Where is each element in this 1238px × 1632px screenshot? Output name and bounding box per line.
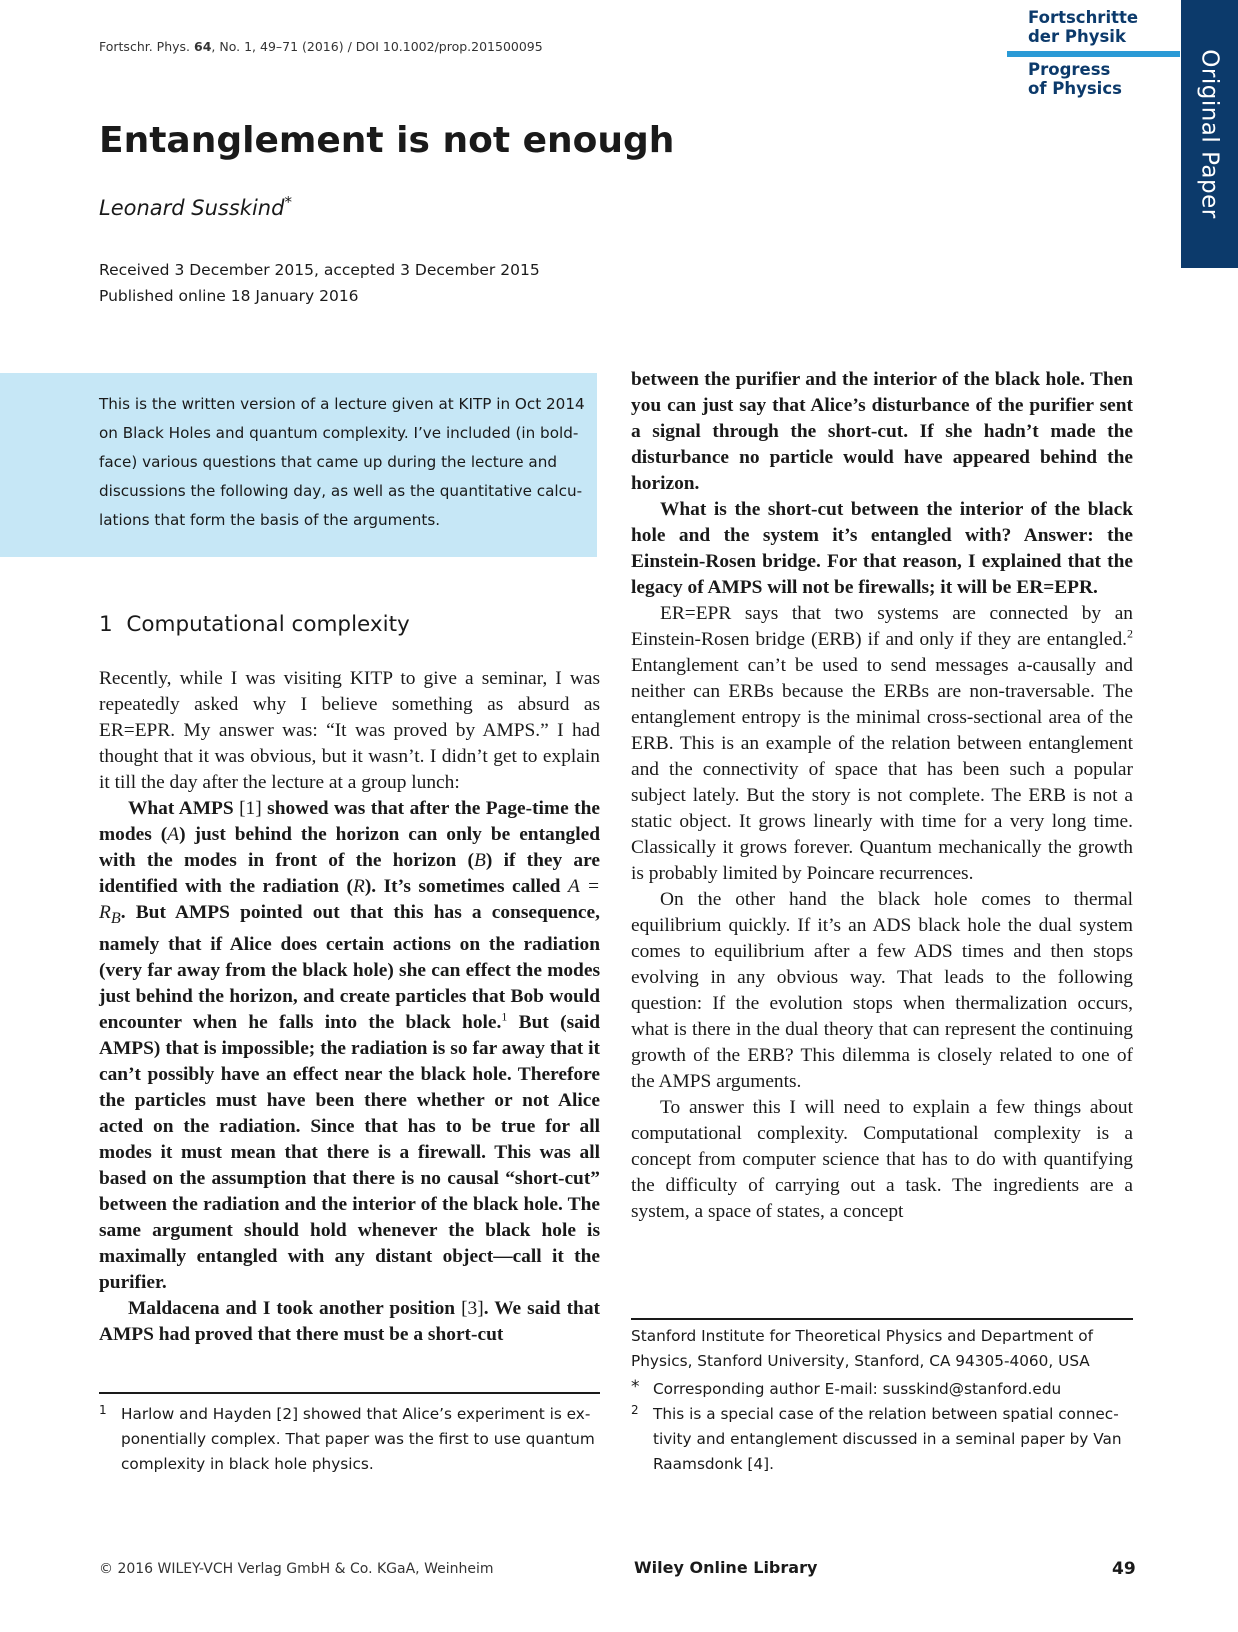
body-paragraph-bold bbox=[99, 1296, 600, 1348]
section-heading bbox=[99, 612, 410, 637]
math-symbol: A bbox=[167, 824, 180, 845]
author-line bbox=[99, 193, 292, 220]
body-paragraph: Recently, while I was visiting KITP to give a seminar, I was repeatedly asked why I believe something as absurd as ER=EPR. My answer was: “It was proved by AMPS.” I had thought that it was obvious, but it wasn’t. I didn’t get to explain it till the day after the lecture at a group lunch: bbox=[99, 668, 600, 793]
received-date: Received 3 December 2015, accepted 3 December 2015 bbox=[99, 261, 540, 279]
footnote-divider-left bbox=[99, 1392, 600, 1394]
paper-title: Entanglement is not enough bbox=[99, 120, 675, 161]
library-link[interactable]: Wiley Online Library bbox=[634, 1558, 818, 1577]
text-run: between the purifier and the interior of the black hole. Then you can just say that Alice’s disturbance of the purifier sent a signal through the short-cut. If she hadn’t made the disturbance no particle would have appeared behind the horizon. bbox=[631, 369, 1133, 494]
volume-number: 64 bbox=[194, 39, 212, 54]
journal-name-english-line1: Progress bbox=[1028, 60, 1111, 79]
footnote-text: This is a special case of the relation between spatial connectivity and entanglement discussed in a seminal paper by Van Raamsdonk [4]. bbox=[653, 1405, 1122, 1473]
author-affiliation: Stanford Institute for Theoretical Physics and Department of Physics, Stanford University, Stanford, CA 94305-4060, USA bbox=[631, 1327, 1093, 1370]
body-paragraph-bold bbox=[99, 796, 600, 1296]
text-run: What AMPS bbox=[128, 798, 240, 819]
journal-name-german bbox=[1028, 8, 1138, 46]
article-type-tab-label-wrap bbox=[1181, 0, 1238, 268]
body-column-left bbox=[99, 666, 600, 1348]
abstract-text: This is the written version of a lecture given at KITP in Oct 2014 on Black Holes and quantum complexity. I’ve included (in bold-face) various questions that came up during the lecture and discussions the following day, as well as the quantitative calcu-lations that form the basis of the arguments. bbox=[99, 395, 585, 529]
body-paragraph bbox=[631, 601, 1133, 887]
article-type-label: Original Paper bbox=[1196, 49, 1223, 219]
footnote-mark: 1 bbox=[99, 1403, 107, 1417]
journal-name-german-line2: der Physik bbox=[1028, 27, 1126, 46]
math-equation: A = R bbox=[99, 876, 600, 923]
citation-details: , No. 1, 49–71 (2016) / DOI 10.1002/prop.201500095 bbox=[211, 39, 543, 54]
footnote-divider-right bbox=[631, 1318, 1133, 1320]
text-run: ER=EPR says that two systems are connected by an Einstein-Rosen bridge (ERB) if and only if they are entangled. bbox=[631, 603, 1133, 650]
page-number: 49 bbox=[1112, 1559, 1136, 1579]
author-name: Leonard Susskind bbox=[99, 196, 285, 220]
corresponding-author-note bbox=[631, 1377, 1131, 1402]
footnote-ref[interactable]: 2 bbox=[1127, 626, 1133, 641]
citation-ref[interactable]: [1] bbox=[239, 798, 262, 819]
text-run: But (said AMPS) that is impossible; the radiation is so far away that it can’t possibly have an effect near the black hole. Therefore the particles must have been there whether or not Alice acted on the radiation. Since that has to be true for all modes it must mean that there is a firewall. This was all based on the assumption that there is no causal “short-cut” between the radiation and the interior of the black hole. The same argument should hold whenever the black hole is maximally entangled with any distant object—call it the purifier. bbox=[99, 1011, 600, 1293]
journal-name-english-line2: of Physics bbox=[1028, 79, 1122, 98]
text-run: ) if they are identified with the radiation ( bbox=[99, 850, 600, 897]
journal-citation bbox=[99, 39, 543, 54]
corresponding-author-email[interactable]: Corresponding author E-mail: susskind@stanford.edu bbox=[653, 1380, 1062, 1398]
text-run: . But AMPS pointed out that this has a consequence, namely that if Alice does certain actions on the radiation (very far away from the black hole) she can effect the modes just behind the horizon, and create particles that Bob would encounter when he falls into the black hole. bbox=[99, 902, 600, 1033]
text-run: showed was that after the Page-time the modes ( bbox=[99, 798, 600, 845]
published-date: Published online 18 January 2016 bbox=[99, 287, 359, 305]
footnote-mark: * bbox=[631, 1377, 640, 1397]
body-paragraph: On the other hand the black hole comes to thermal equilibrium quickly. If it’s an ADS black hole the dual system comes to equilibrium after a few ADS times and then stops evolving in any obvious way. That leads to the following question: If the evolution stops when thermalization occurs, what is there in the dual theory that can represent the continuing growth of the ERB? This dilemma is closely related to one of the AMPS arguments. bbox=[631, 889, 1133, 1092]
citation-ref[interactable]: [3] bbox=[461, 1297, 484, 1319]
text-run: ) just behind the horizon can only be entangled with the modes in front of the horizon ( bbox=[99, 824, 600, 871]
publication-dates bbox=[99, 257, 540, 309]
brand-divider bbox=[1007, 51, 1180, 57]
body-paragraph: To answer this I will need to explain a few things about computational complexity. Computational complexity is a concept from computer science that has to do with quantifying the difficulty of carrying out a task. The ingredients are a system, a space of states, a concept bbox=[631, 1097, 1133, 1222]
text-run: . We said that AMPS had proved that there must be a short-cut bbox=[99, 1297, 600, 1345]
body-paragraph-bold bbox=[631, 497, 1133, 601]
section-title: Computational complexity bbox=[126, 612, 410, 637]
text-run: Entanglement can’t be used to send messages a-causally and neither can ERBs because the ERBs are non-traversable. The entanglement entropy is the minimal cross-sectional area of the ERB. This is an example of the relation between entanglement and the connectivity of space that has been such a popular subject lately. But the story is not complete. The ERB is not a static object. It grows linearly with time for a very long time. Classically it grows forever. Quantum mechanically the growth is probably limited by Poincare recurrences. bbox=[631, 655, 1133, 884]
footnote-text: Harlow and Hayden [2] showed that Alice’s experiment is exponentially complex. That paper was the first to use quantum complexity in black hole physics. bbox=[121, 1405, 595, 1473]
footnote-mark: 2 bbox=[631, 1403, 639, 1417]
copyright-notice: © 2016 WILEY-VCH Verlag GmbH & Co. KGaA, Weinheim bbox=[99, 1561, 494, 1577]
body-paragraph-bold bbox=[631, 367, 1133, 497]
text-run: Maldacena and I took another position bbox=[128, 1297, 462, 1319]
journal-name-german-line1: Fortschritte bbox=[1028, 8, 1139, 27]
body-column-right bbox=[631, 367, 1133, 1225]
journal-abbrev: Fortschr. Phys. bbox=[99, 39, 191, 54]
journal-name-english bbox=[1028, 60, 1122, 98]
text-run: What is the short-cut between the interior of the black hole and the system it’s entangled with? Answer: the Einstein-Rosen bridge. For that reason, I explained that the legacy of AMPS will not be firewalls; it will be ER=EPR. bbox=[631, 499, 1133, 598]
author-footnote-mark: * bbox=[284, 193, 292, 211]
footnote-ref[interactable]: 1 bbox=[501, 1009, 508, 1024]
section-number: 1 bbox=[99, 612, 113, 637]
footnote-1 bbox=[99, 1402, 600, 1477]
math-symbol: B bbox=[474, 850, 486, 871]
math-symbol: R bbox=[352, 876, 365, 897]
math-subscript: B bbox=[110, 909, 121, 927]
text-run: ). It’s sometimes called bbox=[364, 876, 568, 897]
footnote-2 bbox=[631, 1402, 1131, 1477]
